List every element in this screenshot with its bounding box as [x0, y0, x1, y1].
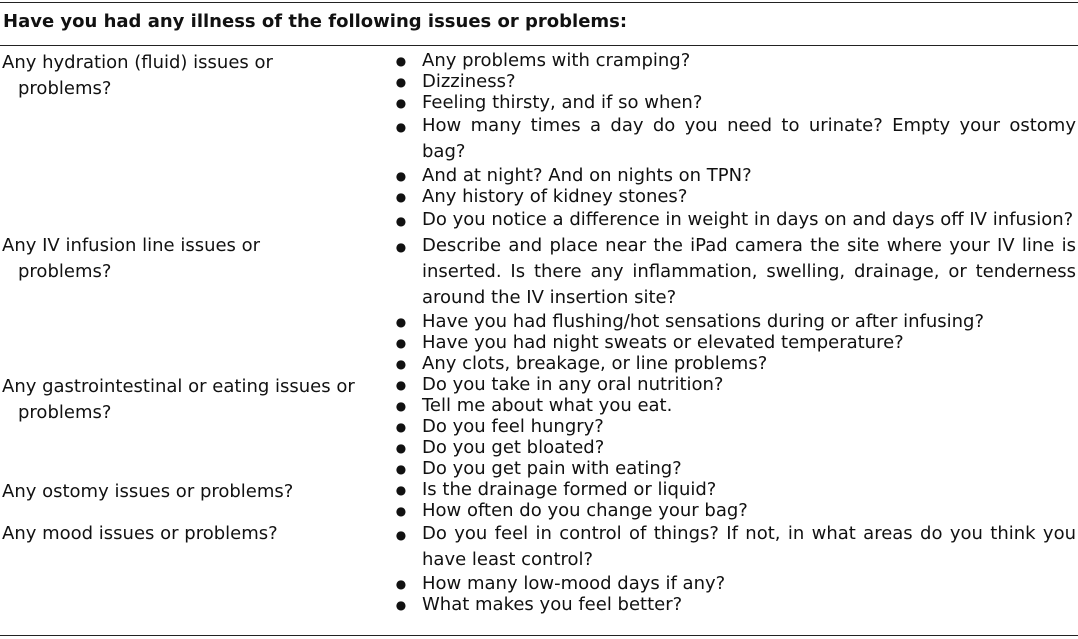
category-cell [0, 50, 395, 102]
question-list [395, 233, 1078, 374]
bullet-icon: ● [395, 120, 407, 134]
question-text: Have you had night sweats or elevated temperature? [422, 332, 904, 353]
bullet-icon: ● [395, 214, 407, 228]
category-cell [0, 521, 395, 547]
question-item [395, 165, 1078, 186]
question-text: Any clots, breakage, or line problems? [422, 353, 768, 374]
question-item [395, 416, 1078, 437]
bullet-icon: ● [395, 54, 407, 68]
table-header-rule [0, 45, 1078, 46]
question-text: Any problems with cramping? [422, 50, 691, 71]
bullet-icon: ● [395, 336, 407, 350]
question-item [395, 437, 1078, 458]
bullet-icon: ● [395, 504, 407, 518]
question-list [395, 521, 1078, 615]
table-row [0, 233, 1078, 374]
bullet-icon: ● [395, 420, 407, 434]
bullet-icon: ● [395, 75, 407, 89]
question-item [395, 233, 1078, 311]
table-top-rule [0, 2, 1078, 3]
table-row [0, 479, 1078, 521]
question-item [395, 395, 1078, 416]
question-text: How many times a day do you need to urinate? Empty your ostomy bag? [422, 115, 1076, 162]
question-text: How many low-mood days if any? [422, 573, 726, 594]
bullet-icon: ● [395, 190, 407, 204]
bullet-icon: ● [395, 462, 407, 476]
category-cell [0, 374, 395, 426]
question-item [395, 186, 1078, 207]
bullet-icon: ● [395, 441, 407, 455]
question-text: Do you feel in control of things? If not, in what areas do you think you have least control? [422, 523, 1076, 570]
category-label: Any IV infusion line issues or problems? [2, 235, 261, 282]
question-item [395, 92, 1078, 113]
question-text: Have you had flushing/hot sensations during or after infusing? [422, 311, 985, 332]
table-bottom-rule [0, 635, 1078, 636]
question-text: Describe and place near the iPad camera the site where your IV line is inserted. Is there any inflammation, swelling, drainage, or tenderness around the IV insertion site? [422, 235, 1076, 308]
question-item [395, 113, 1078, 165]
category-label: Any hydration (fluid) issues or problems? [2, 52, 273, 99]
question-item [395, 207, 1078, 233]
category-label: Any gastrointestinal or eating issues or problems? [2, 376, 355, 423]
question-item [395, 479, 1078, 500]
category-label: Any ostomy issues or problems? [2, 481, 294, 502]
question-text: Do you take in any oral nutrition? [422, 374, 724, 395]
question-text: How often do you change your bag? [422, 500, 748, 521]
question-list [395, 479, 1078, 521]
table-row [0, 374, 1078, 479]
bullet-icon: ● [395, 378, 407, 392]
question-text: Do you feel hungry? [422, 416, 604, 437]
question-item [395, 50, 1078, 71]
table-body [0, 50, 1078, 615]
bullet-icon: ● [395, 357, 407, 371]
category-cell [0, 233, 395, 285]
bullet-icon: ● [395, 399, 407, 413]
question-text: Any history of kidney stones? [422, 186, 688, 207]
question-text: Dizziness? [422, 71, 516, 92]
question-text: Do you notice a difference in weight in days on and days off IV infusion? [422, 209, 1074, 230]
question-text: Do you get pain with eating? [422, 458, 682, 479]
question-list [395, 50, 1078, 233]
table-row [0, 50, 1078, 233]
question-item [395, 500, 1078, 521]
bullet-icon: ● [395, 528, 407, 542]
question-item [395, 573, 1078, 594]
question-text: Feeling thirsty, and if so when? [422, 92, 703, 113]
table-row [0, 521, 1078, 615]
question-text: And at night? And on nights on TPN? [422, 165, 752, 186]
bullet-icon: ● [395, 169, 407, 183]
table-title: Have you had any illness of the following issues or problems: [3, 11, 628, 32]
question-item [395, 521, 1078, 573]
question-text: Do you get bloated? [422, 437, 605, 458]
question-item [395, 374, 1078, 395]
bullet-icon: ● [395, 598, 407, 612]
bullet-icon: ● [395, 483, 407, 497]
category-cell [0, 479, 395, 505]
question-item [395, 594, 1078, 615]
question-text: Tell me about what you eat. [422, 395, 673, 416]
question-item [395, 458, 1078, 479]
question-item [395, 353, 1078, 374]
question-item [395, 71, 1078, 92]
question-text: What makes you feel better? [422, 594, 683, 615]
question-item [395, 332, 1078, 353]
bullet-icon: ● [395, 96, 407, 110]
question-list [395, 374, 1078, 479]
bullet-icon: ● [395, 240, 407, 254]
bullet-icon: ● [395, 577, 407, 591]
bullet-icon: ● [395, 315, 407, 329]
question-text: Is the drainage formed or liquid? [422, 479, 717, 500]
question-item [395, 311, 1078, 332]
category-label: Any mood issues or problems? [2, 523, 278, 544]
